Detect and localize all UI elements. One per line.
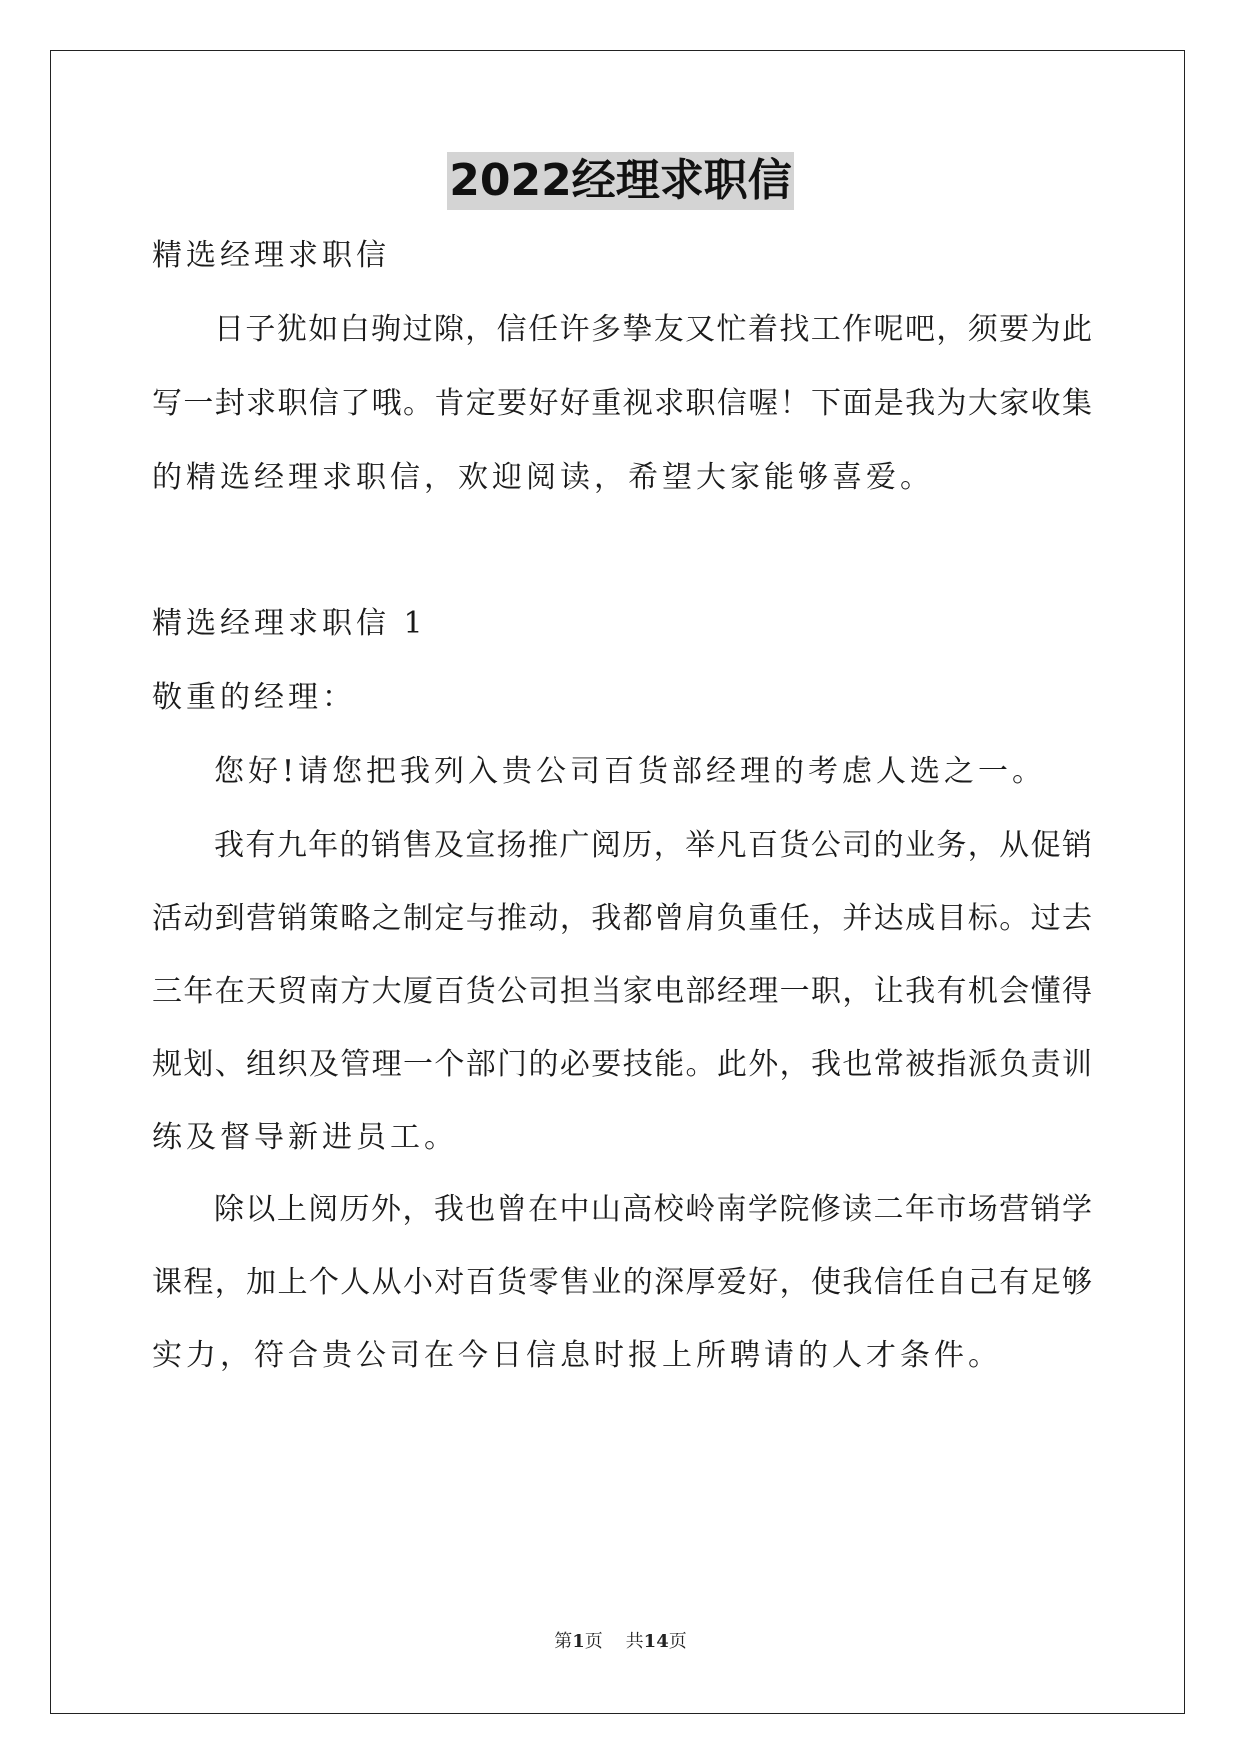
intro-line-2: 写一封求职信了哦。肯定要好好重视求职信喔！下面是我为大家收集 [152, 386, 1092, 421]
paragraph-1-line-1: 您好!请您把我列入贵公司百货部经理的考虑人选之一。 [214, 754, 1047, 789]
paragraph-2-line-1: 我有九年的销售及宣扬推广阅历，举凡百货公司的业务，从促销 [214, 828, 1092, 863]
paragraph-3-line-1: 除以上阅历外，我也曾在中山高校岭南学院修读二年市场营销学 [214, 1192, 1092, 1227]
page-number: 1 [572, 1631, 585, 1652]
title-block [0, 152, 1241, 210]
page-prefix: 第 [554, 1631, 573, 1652]
page-footer [0, 1630, 1241, 1654]
intro-line-1: 日子犹如白驹过隙，信任许多挚友又忙着找工作呢吧，须要为此 [214, 312, 1092, 347]
paragraph-3-line-2: 课程，加上个人从小对百货零售业的深厚爱好，使我信任自己有足够 [152, 1265, 1092, 1300]
intro-line-3: 的精选经理求职信，欢迎阅读，希望大家能够喜爱。 [152, 460, 934, 495]
paragraph-3-line-3: 实力，符合贵公司在今日信息时报上所聘请的人才条件。 [152, 1338, 1002, 1373]
total-suffix: 页 [668, 1631, 687, 1652]
page-border [50, 50, 1185, 1714]
page-suffix: 页 [584, 1631, 603, 1652]
paragraph-2-line-2: 活动到营销策略之制定与推动，我都曾肩负重任，并达成目标。过去 [152, 901, 1092, 936]
document-subtitle: 精选经理求职信 [152, 238, 390, 273]
total-prefix: 共 [625, 1631, 644, 1652]
salutation: 敬重的经理： [152, 680, 356, 715]
section-heading: 精选经理求职信 1 [152, 606, 427, 641]
total-pages: 14 [643, 1631, 669, 1652]
document-title: 2022经理求职信 [447, 152, 793, 210]
paragraph-2-line-5: 练及督导新进员工。 [152, 1120, 458, 1155]
paragraph-2-line-3: 三年在天贸南方大厦百货公司担当家电部经理一职，让我有机会懂得 [152, 974, 1092, 1009]
paragraph-2-line-4: 规划、组织及管理一个部门的必要技能。此外，我也常被指派负责训 [152, 1047, 1092, 1082]
